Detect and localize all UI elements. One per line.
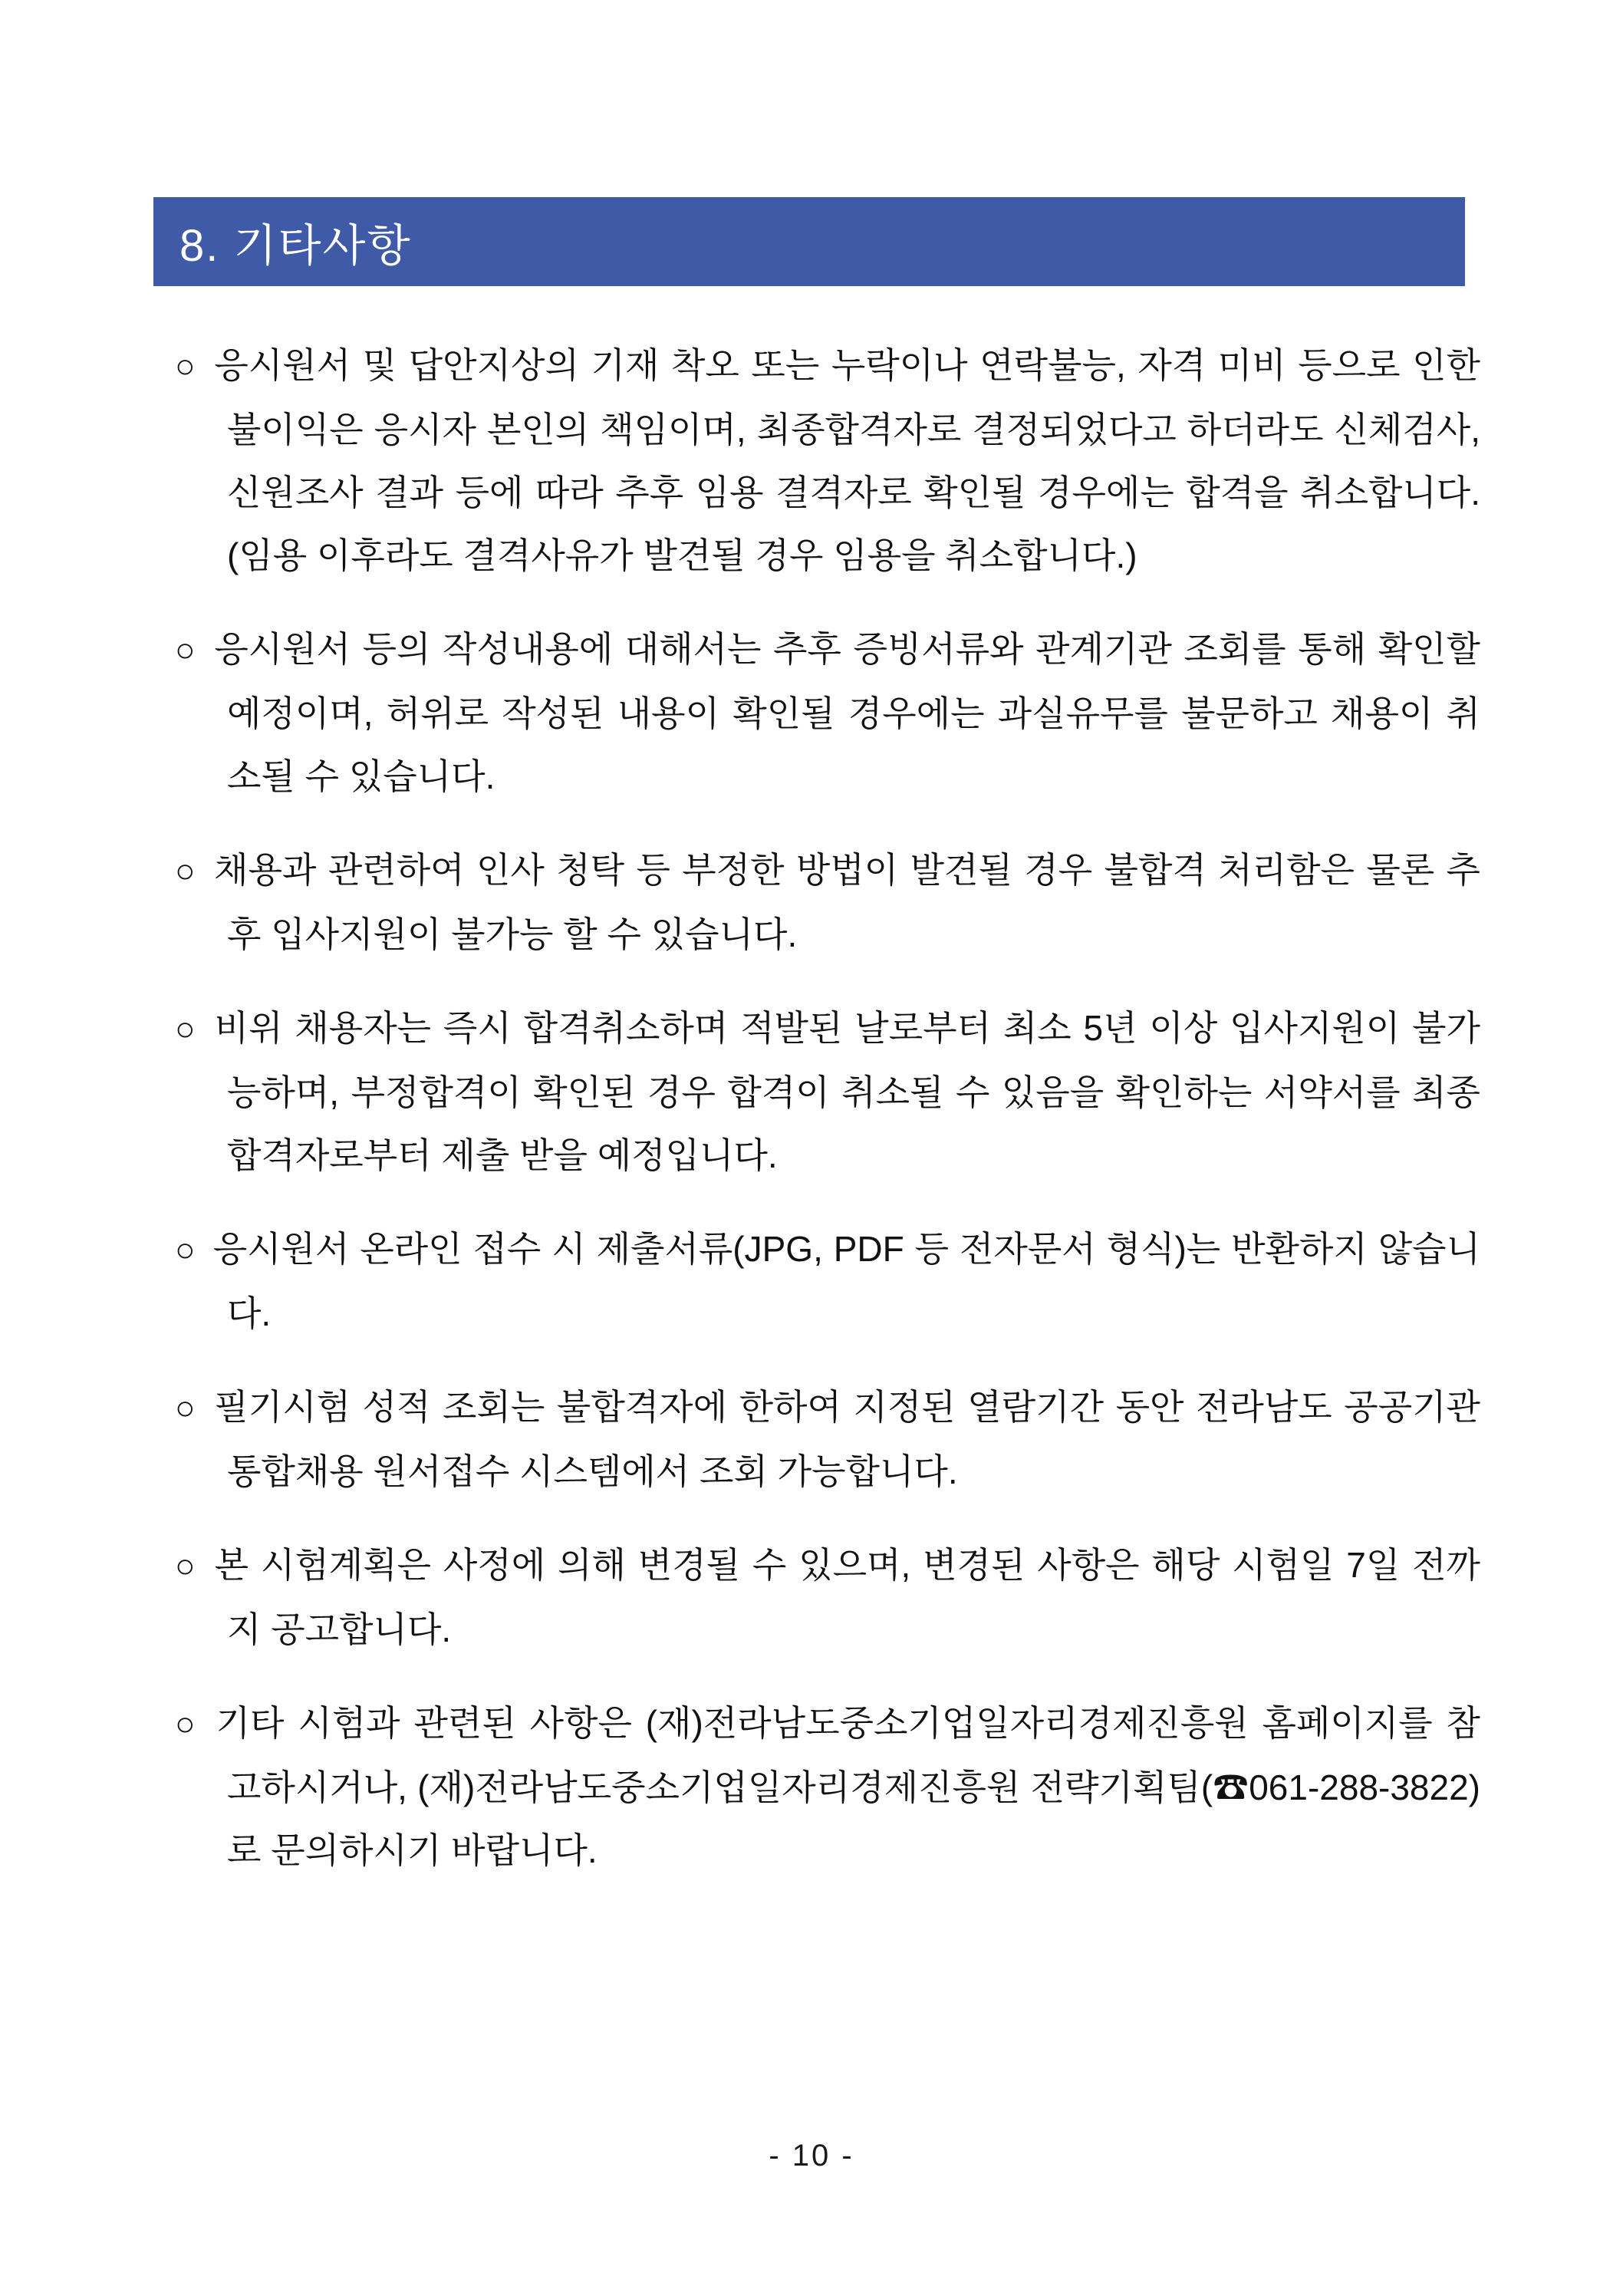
section-header-bar bbox=[153, 197, 1465, 286]
list-item-text: 채용과 관련하여 인사 청탁 등 부정한 방법이 발견될 경우 불합격 처리함은 물론 추후 입사지원이 불가능 할 수 있습니다. bbox=[214, 850, 1480, 954]
list-item-text: 응시원서 및 답안지상의 기재 착오 또는 누락이나 연락불능, 자격 미비 등으로 인한 불이익은 응시자 본인의 책임이며, 최종합격자로 결정되었다고 하더라도 신체검사, 신원조사 결과 등에 따라 추후 임용 결격자로 확인될 경우에는 합격을 취소합니다. (임용 이후라도 결격사유가 발견될 경우 임용을 취소합니다.) bbox=[214, 345, 1480, 575]
list-item bbox=[153, 618, 1480, 808]
circle-bullet-icon: ○ bbox=[175, 1547, 198, 1585]
list-item-text: 비위 채용자는 즉시 합격취소하며 적발된 날로부터 최소 5년 이상 입사지원이 불가능하며, 부정합격이 확인된 경우 합격이 취소될 수 있음을 확인하는 서약서를 최종합격자로부터 제출 받을 예정입니다. bbox=[214, 1008, 1480, 1175]
list-item-text: 응시원서 등의 작성내용에 대해서는 추후 증빙서류와 관계기관 조회를 통해 확인할 예정이며, 허위로 작성된 내용이 확인될 경우에는 과실유무를 불문하고 채용이 취소될 수 있습니다. bbox=[214, 629, 1480, 796]
circle-bullet-icon: ○ bbox=[175, 1010, 198, 1048]
circle-bullet-icon: ○ bbox=[175, 1389, 198, 1427]
section-body bbox=[153, 334, 1480, 1912]
circle-bullet-icon: ○ bbox=[175, 1231, 196, 1269]
section-title: 8. 기타사항 bbox=[179, 221, 412, 271]
list-item-text: 본 시험계획은 사정에 의해 변경될 수 있으며, 변경된 사항은 해당 시험일 7일 전까지 공고합니다. bbox=[214, 1545, 1480, 1649]
list-item-text: 필기시험 성적 조회는 불합격자에 한하여 지정된 열람기간 동안 전라남도 공공기관 통합채용 원서접수 시스템에서 조회 가능합니다. bbox=[214, 1387, 1480, 1491]
list-item bbox=[153, 838, 1480, 966]
list-item-text: 응시원서 온라인 접수 시 제출서류(JPG, PDF 등 전자문서 형식)는 반환하지 않습니다. bbox=[212, 1229, 1481, 1333]
list-item bbox=[153, 1217, 1480, 1345]
list-item bbox=[153, 996, 1480, 1187]
circle-bullet-icon: ○ bbox=[175, 631, 198, 669]
circle-bullet-icon: ○ bbox=[175, 348, 198, 385]
circle-bullet-icon: ○ bbox=[175, 852, 198, 890]
page-number: - 10 - bbox=[769, 2139, 854, 2172]
list-item bbox=[153, 334, 1480, 587]
circle-bullet-icon: ○ bbox=[175, 1705, 199, 1743]
list-item bbox=[153, 1533, 1480, 1661]
list-item-text: 기타 시험과 관련된 사항은 (재)전라남도중소기업일자리경제진흥원 홈페이지를 참고하시거나, (재)전라남도중소기업일자리경제진흥원 전략기획팀(☎061-288-3822)로 문의하시기 바랍니다. bbox=[216, 1703, 1480, 1870]
list-item bbox=[153, 1375, 1480, 1503]
list-item bbox=[153, 1692, 1480, 1882]
